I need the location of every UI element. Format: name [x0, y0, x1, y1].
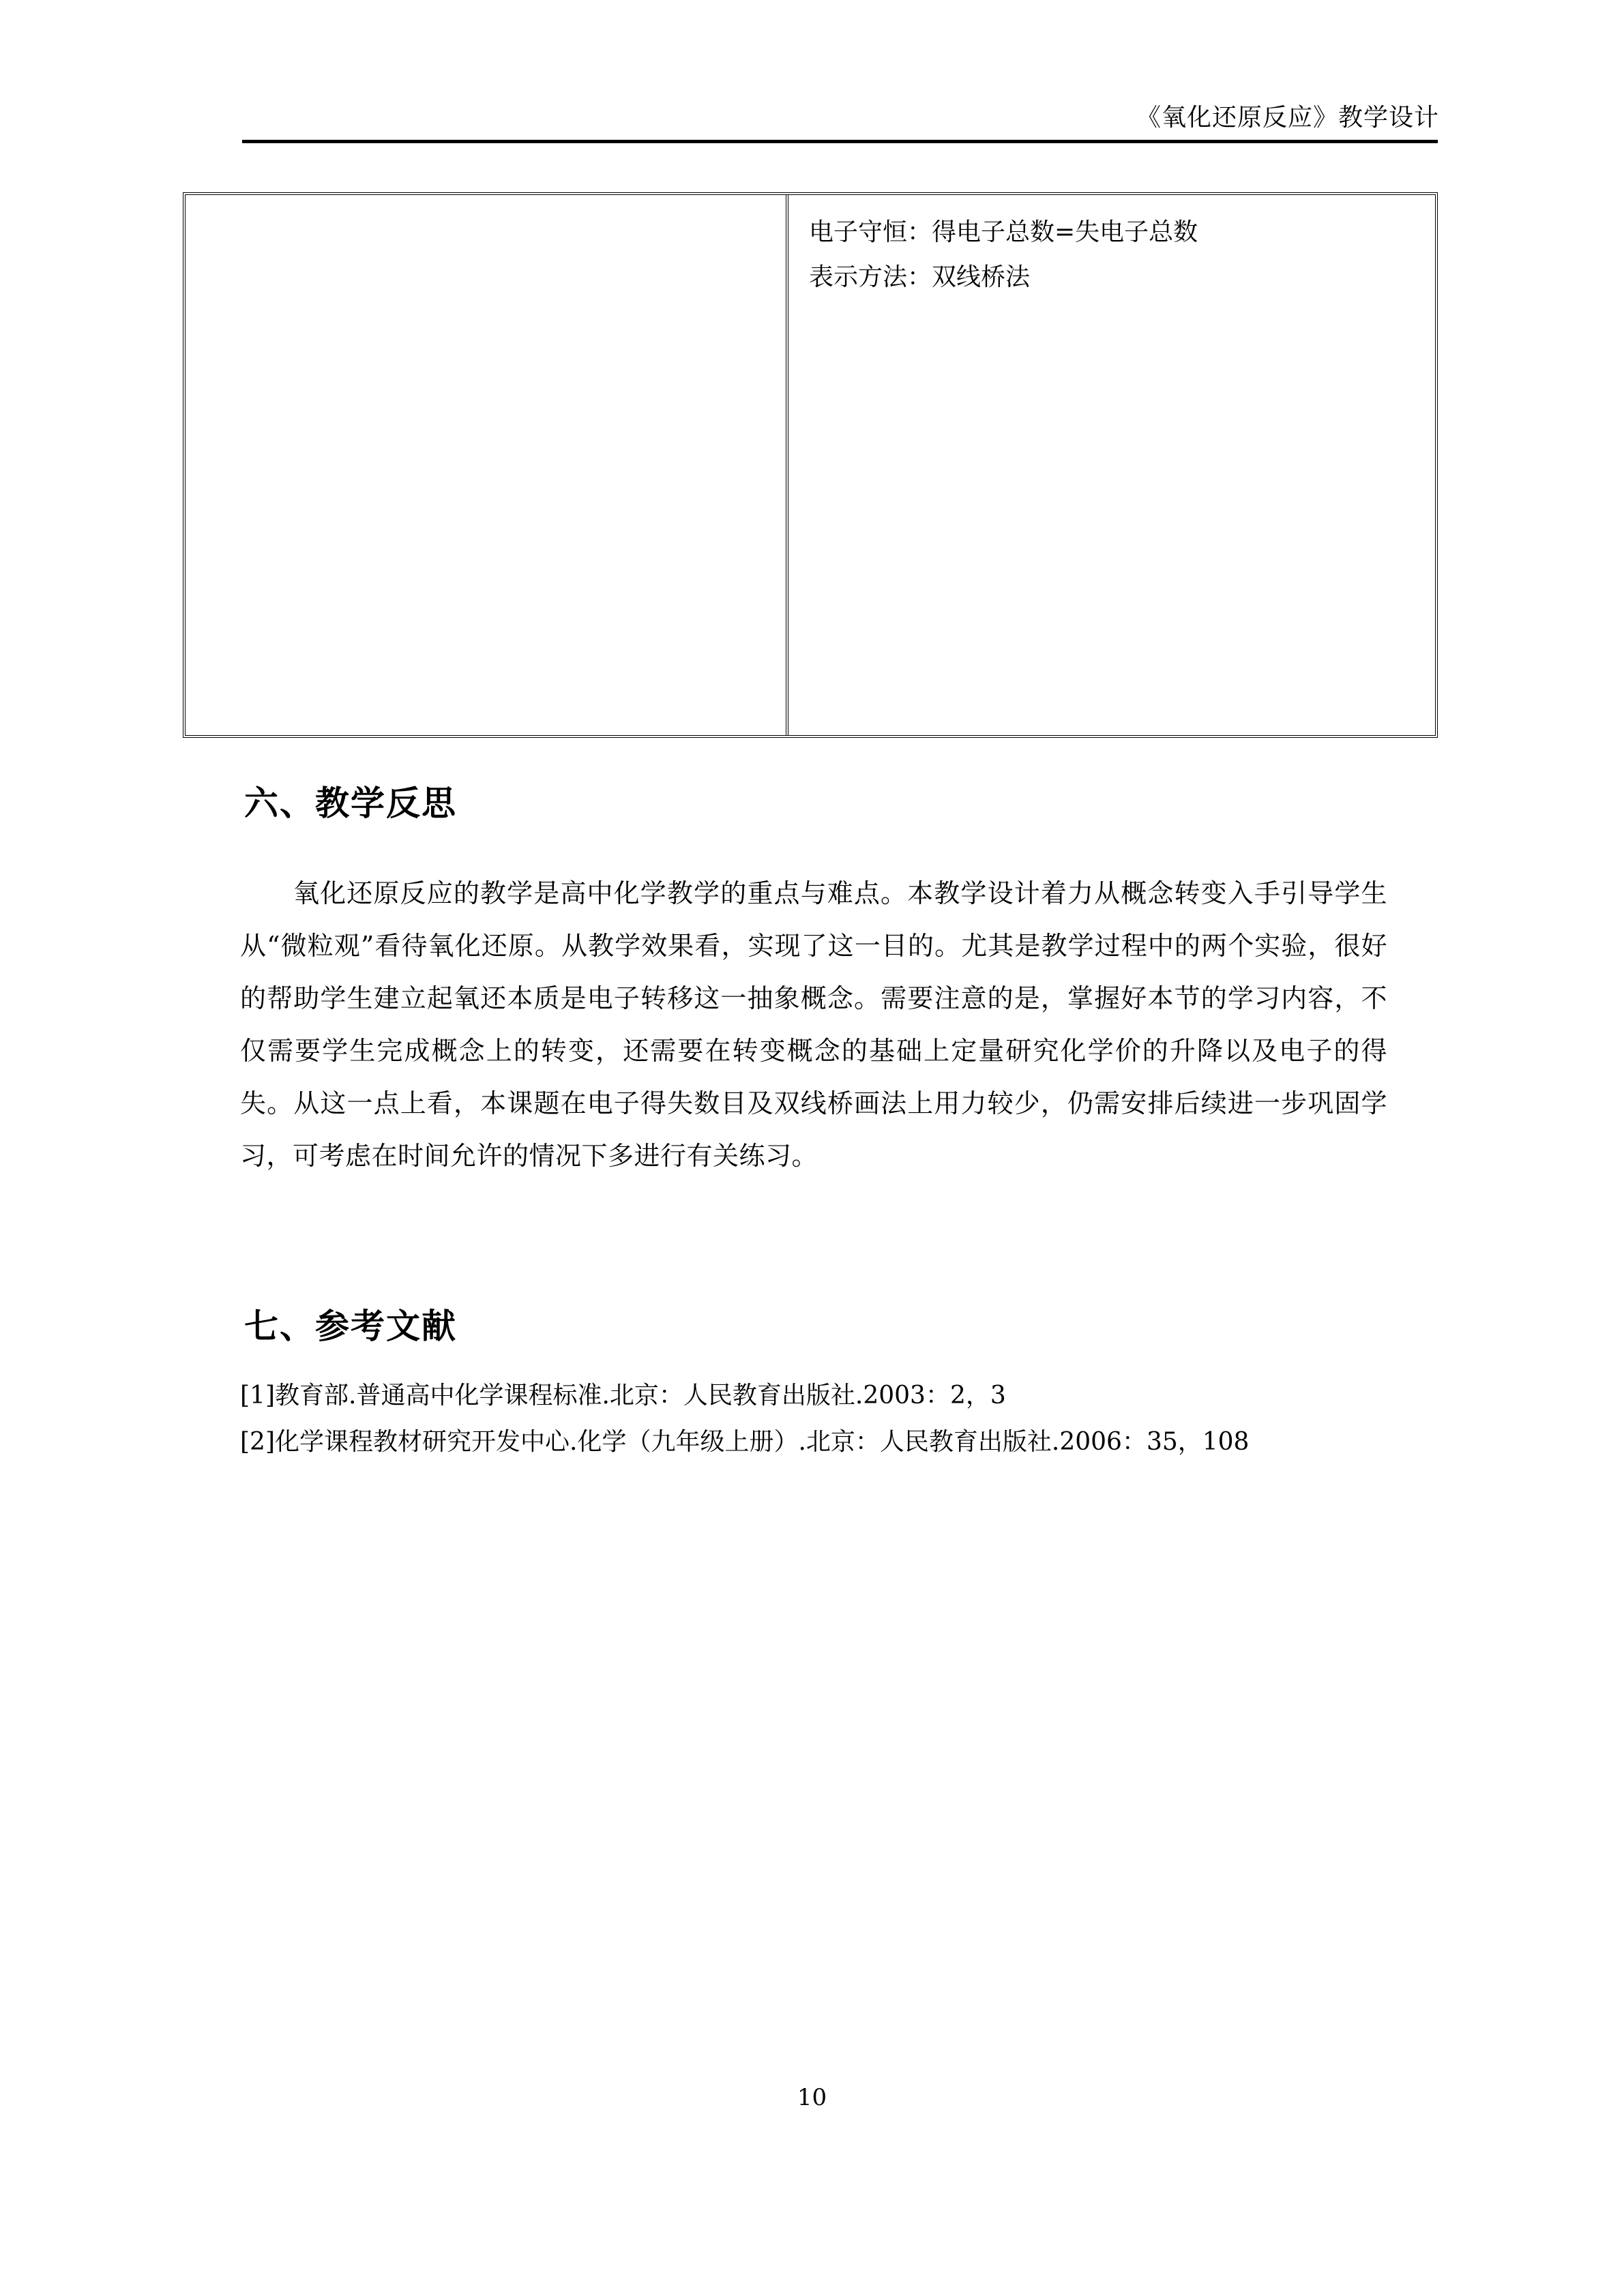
table-cell-left	[186, 195, 788, 735]
header-divider-rule	[242, 140, 1438, 143]
table-row	[186, 195, 1435, 735]
table-cell-line-electron-conservation: 电子守恒：得电子总数=失电子总数	[809, 218, 1198, 246]
section-heading-references: 七、参考文献	[244, 1307, 457, 1346]
reference-item-1: [1]教育部.普通高中化学课程标准.北京：人民教育出版社.2003：2，3	[240, 1382, 1006, 1410]
section-heading-teaching-reflection: 六、教学反思	[244, 784, 457, 823]
table-cell-right	[788, 195, 1435, 735]
table-cell-line-representation-method: 表示方法：双线桥法	[809, 263, 1031, 291]
content-table	[183, 192, 1438, 738]
running-header-title: 《氧化还原反应》教学设计	[1136, 104, 1439, 132]
reference-item-2: [2]化学课程教材研究开发中心.化学（九年级上册）.北京：人民教育出版社.2006：35，108	[240, 1428, 1250, 1456]
reference-list	[240, 1373, 1441, 1465]
teaching-reflection-paragraph: 氧化还原反应的教学是高中化学教学的重点与难点。本教学设计着力从概念转变入手引导学生从“微粒观”看待氧化还原。从教学效果看，实现了这一目的。尤其是教学过程中的两个实验，很好的帮助学生建立起氧还本质是电子转移这一抽象概念。需要注意的是，掌握好本节的学习内容，不仅需要学生完成概念上的转变，还需要在转变概念的基础上定量研究化学价的升降以及电子的得失。从这一点上看，本课题在电子得失数目及双线桥画法上用力较少，仍需安排后续进一步巩固学习，可考虑在时间允许的情况下多进行有关练习。	[240, 878, 1387, 1171]
page-number: 10	[797, 2084, 827, 2111]
